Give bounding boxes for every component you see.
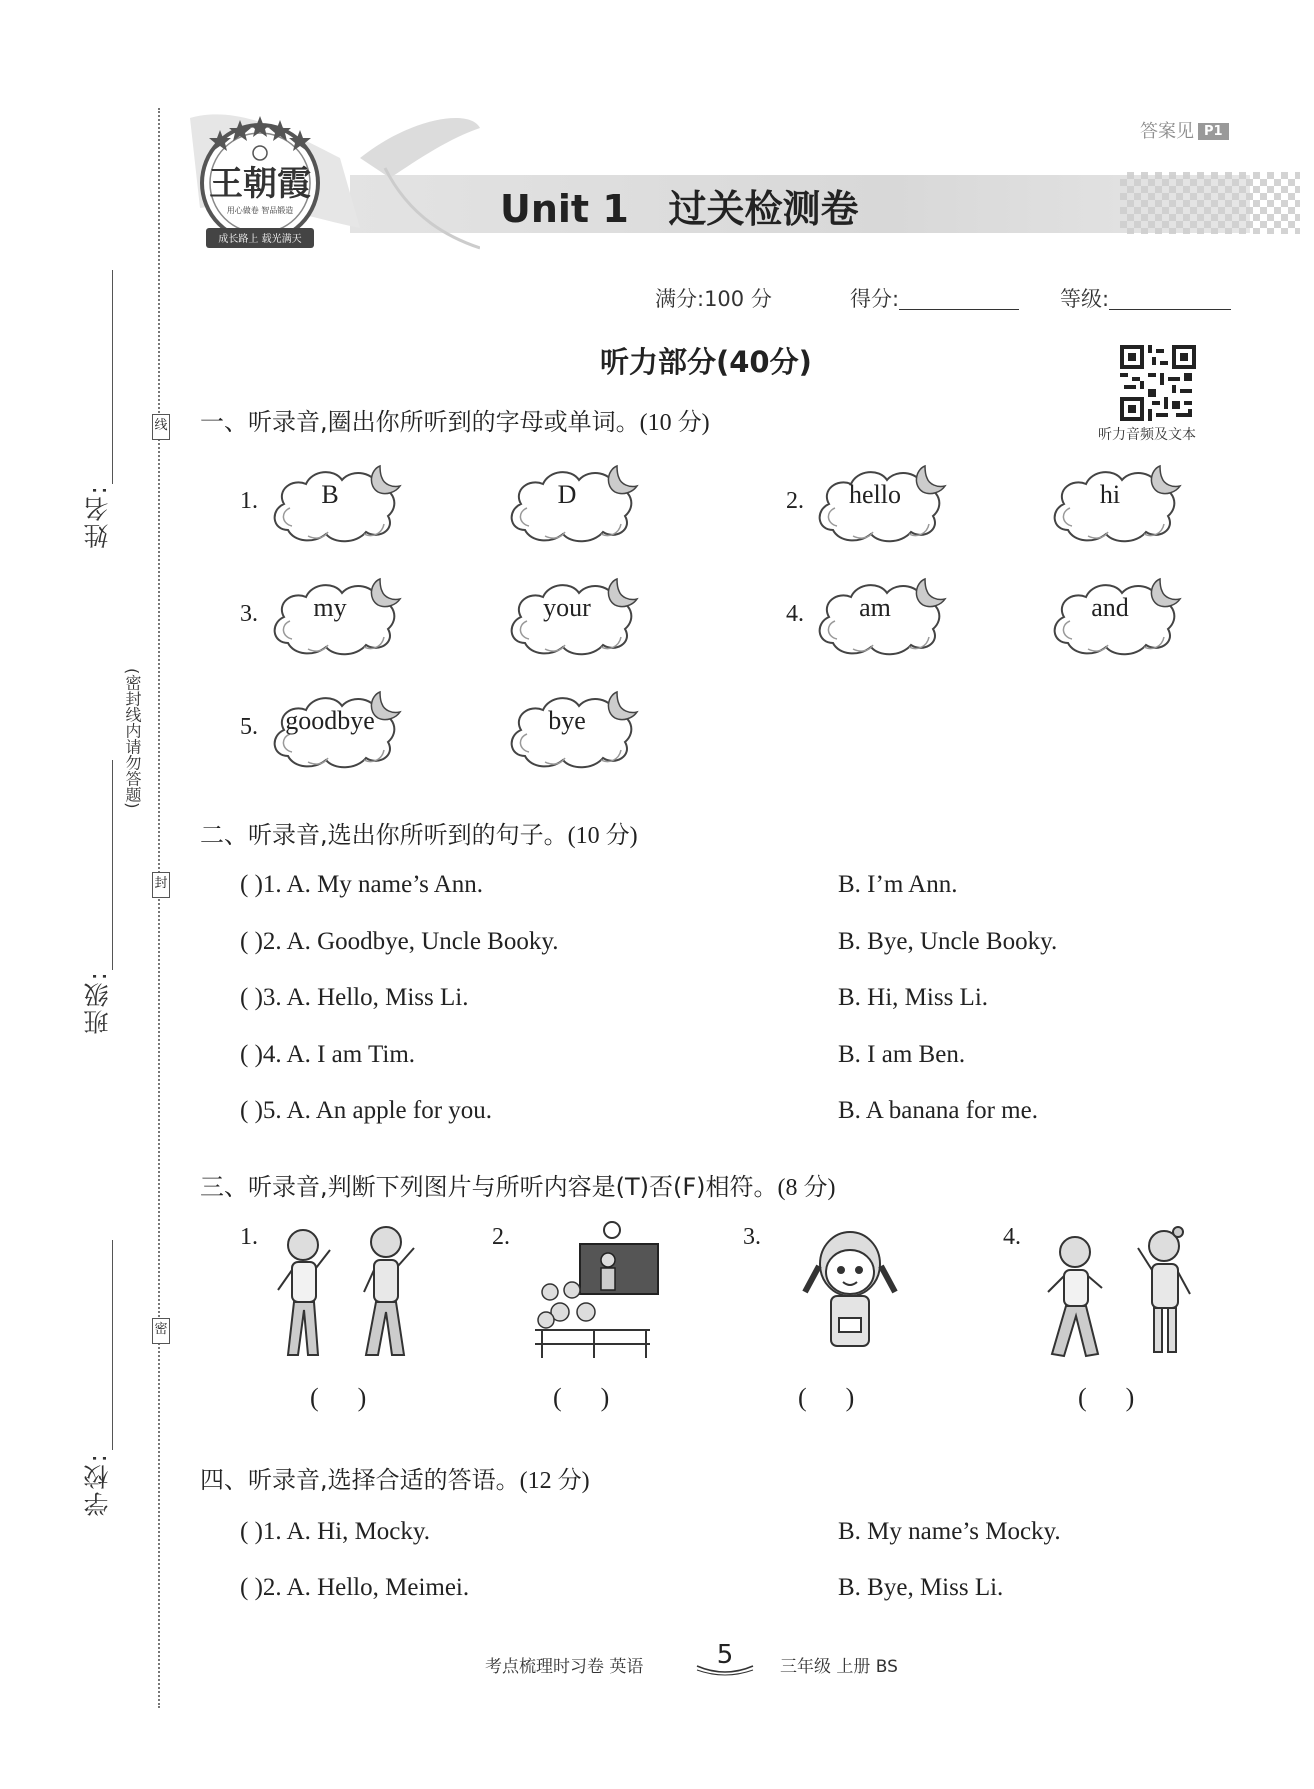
cloud-option-text: am bbox=[859, 593, 891, 622]
cloud-option[interactable] bbox=[505, 686, 647, 772]
picture-number-2: 2. bbox=[492, 1224, 510, 1250]
answer-paren-3[interactable]: ( ) bbox=[798, 1383, 855, 1412]
cloud-option[interactable] bbox=[268, 573, 410, 659]
part2-question-2-option-b[interactable]: B. Bye, Uncle Booky. bbox=[838, 927, 1058, 955]
qr-code-icon bbox=[1120, 345, 1196, 421]
footer-right: 三年级 上册 BS bbox=[780, 1657, 898, 1677]
part4-question-1-option-a[interactable]: ( )1. A. Hi, Mocky. bbox=[240, 1518, 431, 1545]
part4-title bbox=[200, 1460, 590, 1495]
cloud-group-number: 1. bbox=[240, 488, 258, 514]
part3-title-text: 三、听录音,判断下列图片与所听内容是(T)否(F)相符。 bbox=[200, 1173, 778, 1201]
cloud-option-text: B bbox=[321, 480, 339, 509]
seal-note: (密封线内请勿答题) bbox=[123, 668, 142, 809]
listening-section-title: 听力部分(40分) bbox=[600, 345, 812, 379]
part2-question-3-option-a[interactable]: ( )3. A. Hello, Miss Li. bbox=[240, 984, 469, 1011]
part2-title-text: 二、听录音,选出你所听到的句子。 bbox=[200, 821, 568, 849]
cloud-option-text: hello bbox=[849, 480, 901, 509]
seal-box-bottom: 密 bbox=[152, 1318, 170, 1344]
full-score-label: 满分:100 分 bbox=[655, 287, 772, 311]
page-title: Unit 1 过关检测卷 bbox=[500, 187, 859, 231]
class-label: 班级: bbox=[83, 970, 112, 1035]
logo-ribbon: 成长路上 载光满天 bbox=[218, 234, 302, 245]
cloud-option-text: and bbox=[1091, 593, 1129, 622]
picture-number-3: 3. bbox=[743, 1224, 761, 1250]
picture-two-boys-waving bbox=[268, 1220, 428, 1362]
name-label: 姓名: bbox=[83, 484, 112, 549]
part4-points: (12 分) bbox=[519, 1468, 590, 1494]
part4-question-2-option-a[interactable]: ( )2. A. Hello, Meimei. bbox=[240, 1574, 470, 1601]
cloud-option[interactable] bbox=[268, 686, 410, 772]
part1-title bbox=[200, 402, 710, 437]
footer-left: 考点梳理时习卷 英语 bbox=[485, 1657, 644, 1677]
banner-pattern bbox=[1120, 172, 1300, 234]
cloud-option-text: hi bbox=[1099, 480, 1121, 509]
name-blank-line bbox=[112, 270, 113, 484]
cloud-option[interactable] bbox=[813, 460, 955, 546]
score-label: 得分: bbox=[850, 287, 900, 311]
grade-blank bbox=[1109, 288, 1231, 310]
cloud-option-text: my bbox=[313, 593, 347, 622]
part2-question-3-option-b[interactable]: B. Hi, Miss Li. bbox=[838, 984, 989, 1011]
school-label: 学校: bbox=[83, 1452, 112, 1517]
part2-points: (10 分) bbox=[567, 823, 638, 849]
part2-question-5-option-b[interactable]: B. A banana for me. bbox=[838, 1097, 1038, 1124]
brand-logo bbox=[180, 98, 480, 258]
cloud-group-number: 5. bbox=[240, 714, 258, 740]
part2-question-1-option-b[interactable]: B. I’m Ann. bbox=[838, 871, 958, 898]
seal-dotted-line bbox=[158, 108, 160, 1708]
cloud-option-text: bye bbox=[548, 706, 586, 735]
score-field bbox=[850, 283, 1019, 313]
answer-paren-1[interactable]: ( ) bbox=[310, 1383, 367, 1412]
part4-question-2-option-b[interactable]: B. Bye, Miss Li. bbox=[838, 1574, 1004, 1601]
part2-title bbox=[200, 815, 638, 850]
cloud-group-number: 4. bbox=[786, 601, 804, 627]
answer-reference bbox=[1140, 117, 1229, 143]
score-blank bbox=[899, 288, 1019, 310]
answer-paren-2[interactable]: ( ) bbox=[553, 1383, 610, 1412]
page-number: 5 bbox=[716, 1640, 734, 1670]
picture-number-1: 1. bbox=[240, 1224, 258, 1250]
part1-title-text: 一、听录音,圈出你所听到的字母或单词。 bbox=[200, 408, 640, 436]
picture-number-4: 4. bbox=[1003, 1224, 1021, 1250]
picture-girl-pigtails bbox=[795, 1222, 905, 1352]
cloud-group-number: 3. bbox=[240, 601, 258, 627]
cloud-option[interactable] bbox=[1048, 573, 1190, 659]
answer-ref-text: 答案见 bbox=[1140, 121, 1194, 142]
part3-points: (8 分) bbox=[777, 1175, 836, 1201]
logo-text: 王朝霞 bbox=[209, 164, 311, 204]
seal-box-top: 线 bbox=[152, 414, 170, 440]
part2-question-5-option-a[interactable]: ( )5. A. An apple for you. bbox=[240, 1097, 493, 1124]
picture-classroom bbox=[530, 1220, 662, 1362]
school-blank-line bbox=[112, 1240, 113, 1450]
cloud-option-text: goodbye bbox=[285, 706, 375, 735]
part2-question-2-option-a[interactable]: ( )2. A. Goodbye, Uncle Booky. bbox=[240, 927, 559, 955]
answer-paren-4[interactable]: ( ) bbox=[1078, 1383, 1135, 1412]
grade-label: 等级: bbox=[1060, 287, 1110, 311]
part2-question-1-option-a[interactable]: ( )1. A. My name’s Ann. bbox=[240, 871, 484, 898]
part2-question-4-option-b[interactable]: B. I am Ben. bbox=[838, 1040, 966, 1068]
cloud-option-text: D bbox=[557, 480, 577, 509]
picture-boy-and-girl-waving bbox=[1040, 1222, 1210, 1364]
part1-points: (10 分) bbox=[639, 410, 710, 436]
answer-ref-page-tag: P1 bbox=[1198, 123, 1229, 140]
qr-caption: 听力音频及文本 bbox=[1098, 427, 1196, 443]
cloud-option[interactable] bbox=[268, 460, 410, 546]
cloud-option[interactable] bbox=[1048, 460, 1190, 546]
seal-box-mid: 封 bbox=[152, 872, 170, 898]
part4-question-1-option-b[interactable]: B. My name’s Mocky. bbox=[838, 1518, 1061, 1545]
part4-title-text: 四、听录音,选择合适的答语。 bbox=[200, 1466, 520, 1494]
part3-title bbox=[200, 1167, 836, 1202]
logo-slogan: 用心做卷 智品锻造 bbox=[226, 206, 294, 215]
cloud-group-number: 2. bbox=[786, 488, 804, 514]
part2-question-4-option-a[interactable]: ( )4. A. I am Tim. bbox=[240, 1040, 416, 1068]
class-blank-line bbox=[112, 760, 113, 970]
cloud-option[interactable] bbox=[505, 460, 647, 546]
cloud-option-text: your bbox=[543, 593, 591, 622]
cloud-option[interactable] bbox=[813, 573, 955, 659]
cloud-option[interactable] bbox=[505, 573, 647, 659]
grade-field bbox=[1060, 283, 1231, 313]
